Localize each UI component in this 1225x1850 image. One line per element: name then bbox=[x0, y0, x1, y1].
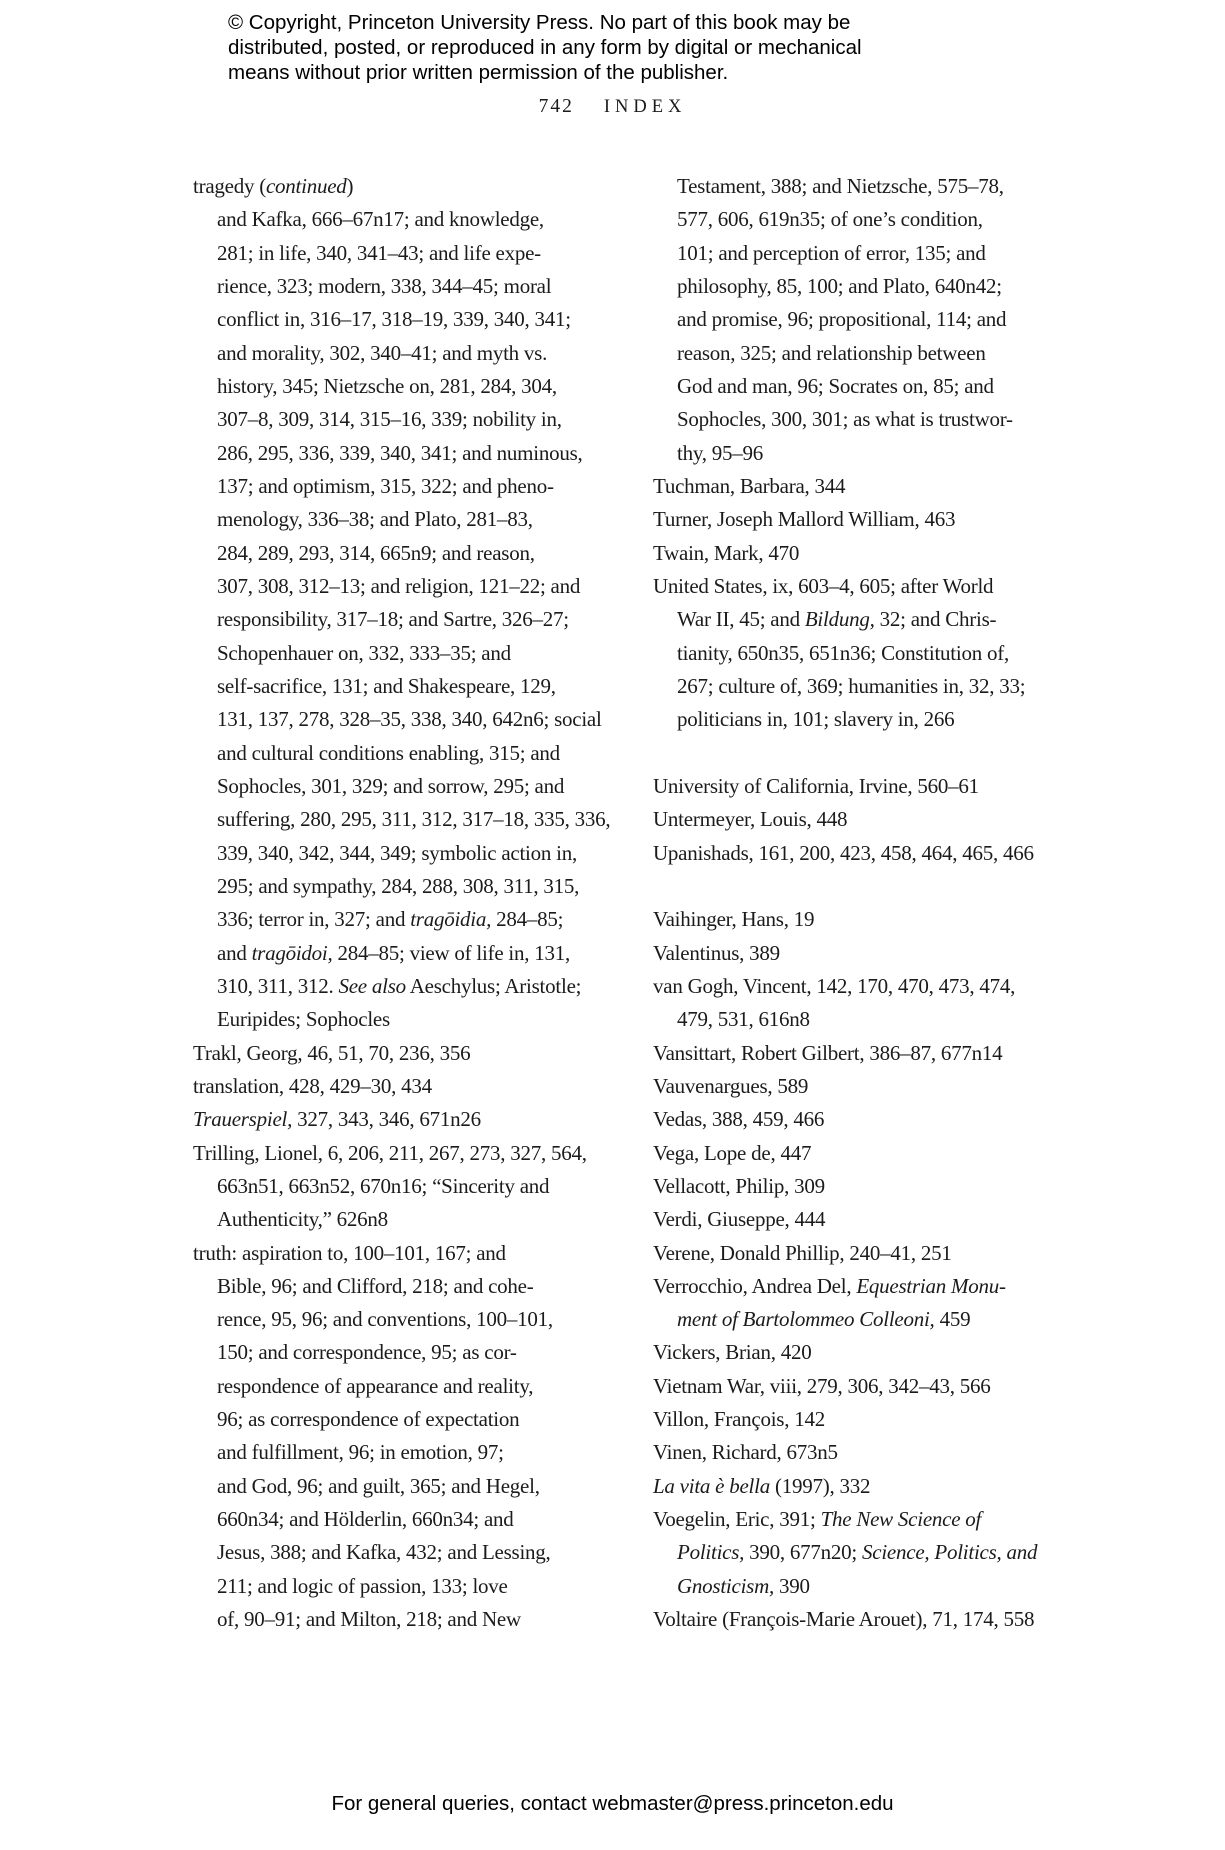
index-line: philosophy, 85, 100; and Plato, 640n42; bbox=[677, 273, 1002, 298]
index-line: 295; and sympathy, 284, 288, 308, 311, 315, bbox=[217, 873, 580, 898]
index-line: La vita è bella (1997), 332 bbox=[653, 1473, 871, 1498]
index-line: rence, 95, 96; and conventions, 100–101, bbox=[217, 1307, 553, 1332]
index-line: Testament, 388; and Nietzsche, 575–78, bbox=[677, 174, 1004, 198]
index-line: and promise, 96; propositional, 114; and bbox=[677, 307, 1007, 332]
index-line: history, 345; Nietzsche on, 281, 284, 304, bbox=[217, 373, 557, 398]
index-line: truth: aspiration to, 100–101, 167; and bbox=[193, 1240, 506, 1265]
index-line: tianity, 650n35, 651n36; Constitution of, bbox=[677, 640, 1009, 665]
index-line: Vaihinger, Hans, 19 bbox=[653, 907, 815, 932]
index-line: 286, 295, 336, 339, 340, 341; and numinous, bbox=[217, 440, 583, 465]
index-line: and morality, 302, 340–41; and myth vs. bbox=[217, 340, 548, 365]
index-line: Schopenhauer on, 332, 333–35; and bbox=[217, 640, 511, 665]
index-line: Verene, Donald Phillip, 240–41, 251 bbox=[653, 1240, 952, 1265]
index-line: Jesus, 388; and Kafka, 432; and Lessing, bbox=[217, 1540, 551, 1565]
index-line: 284, 289, 293, 314, 665n9; and reason, bbox=[217, 540, 535, 565]
index-line: 479, 531, 616n8 bbox=[677, 1007, 810, 1032]
index-line: Bible, 96; and Clifford, 218; and cohe- bbox=[217, 1273, 534, 1298]
index-line: rience, 323; modern, 338, 344–45; moral bbox=[217, 273, 552, 298]
index-line: and Kafka, 666–67n17; and knowledge, bbox=[217, 207, 544, 232]
page-number: 742 bbox=[538, 96, 574, 117]
index-line: Verdi, Giuseppe, 444 bbox=[653, 1207, 826, 1232]
index-line: tragedy (continued) bbox=[193, 174, 354, 198]
index-blank-line bbox=[653, 870, 1133, 903]
index-line: Voegelin, Eric, 391; The New Science of bbox=[653, 1507, 982, 1532]
index-line: responsibility, 317–18; and Sartre, 326–27; bbox=[217, 607, 569, 632]
section-title: INDEX bbox=[603, 97, 687, 117]
index-line: van Gogh, Vincent, 142, 170, 470, 473, 474, bbox=[653, 973, 1016, 998]
index-line: Twain, Mark, 470 bbox=[653, 540, 800, 565]
index-line: 281; in life, 340, 341–43; and life expe- bbox=[217, 240, 541, 265]
index-column-left bbox=[193, 170, 645, 1636]
index-line: Turner, Joseph Mallord William, 463 bbox=[653, 507, 956, 532]
index-line: Valentinus, 389 bbox=[653, 940, 780, 965]
index-line: Vickers, Brian, 420 bbox=[653, 1340, 812, 1365]
index-line: of, 90–91; and Milton, 218; and New bbox=[217, 1607, 521, 1632]
index-line: 131, 137, 278, 328–35, 338, 340, 642n6; social bbox=[217, 707, 602, 732]
index-line: Trilling, Lionel, 6, 206, 211, 267, 273, 327, 564, bbox=[193, 1140, 587, 1165]
index-line: 336; terror in, 327; and tragōidia, 284–85; bbox=[217, 907, 564, 932]
index-line: 211; and logic of passion, 133; love bbox=[217, 1573, 508, 1598]
index-line: Verrocchio, Andrea Del, Equestrian Monu- bbox=[653, 1273, 1006, 1298]
index-line: 663n51, 663n52, 670n16; “Sincerity and bbox=[217, 1173, 550, 1198]
footer-contact: For general queries, contact webmaster@press.princeton.edu bbox=[331, 1792, 894, 1815]
copyright-line: distributed, posted, or reproduced in any form by digital or mechanical bbox=[228, 36, 862, 59]
index-line: University of California, Irvine, 560–61 bbox=[653, 773, 979, 798]
index-line: War II, 45; and Bildung, 32; and Chris- bbox=[677, 607, 997, 632]
index-line: United States, ix, 603–4, 605; after World bbox=[653, 573, 994, 598]
index-line: 660n34; and Hölderlin, 660n34; and bbox=[217, 1507, 514, 1532]
running-head bbox=[0, 96, 1225, 118]
index-line: translation, 428, 429–30, 434 bbox=[193, 1073, 432, 1098]
index-line: and cultural conditions enabling, 315; and bbox=[217, 740, 560, 765]
copyright-notice bbox=[228, 10, 862, 85]
index-line: 307–8, 309, 314, 315–16, 339; nobility in, bbox=[217, 407, 562, 432]
index-line: Vinen, Richard, 673n5 bbox=[653, 1440, 838, 1465]
index-column-right bbox=[653, 170, 1133, 1636]
index-line: Untermeyer, Louis, 448 bbox=[653, 807, 848, 832]
index-line: 577, 606, 619n35; of one’s condition, bbox=[677, 207, 983, 232]
index-line: Vansittart, Robert Gilbert, 386–87, 677n14 bbox=[653, 1040, 1003, 1065]
index-line: Gnosticism, 390 bbox=[677, 1573, 810, 1598]
index-line: Upanishads, 161, 200, 423, 458, 464, 465, 466 bbox=[653, 840, 1034, 865]
index-line: suffering, 280, 295, 311, 312, 317–18, 335, 336, bbox=[217, 807, 611, 832]
index-line: 267; culture of, 369; humanities in, 32, 33; bbox=[677, 673, 1026, 698]
index-line: 339, 340, 342, 344, 349; symbolic action in, bbox=[217, 840, 577, 865]
index-line: God and man, 96; Socrates on, 85; and bbox=[677, 373, 994, 398]
index-line: politicians in, 101; slavery in, 266 bbox=[677, 707, 955, 732]
index-line: Vedas, 388, 459, 466 bbox=[653, 1107, 825, 1132]
index-blank-line bbox=[653, 737, 1133, 770]
index-line: Trakl, Georg, 46, 51, 70, 236, 356 bbox=[193, 1040, 471, 1065]
index-line: 310, 311, 312. See also Aeschylus; Aristotle; bbox=[217, 973, 582, 998]
index-line: self-sacrifice, 131; and Shakespeare, 129, bbox=[217, 673, 556, 698]
index-line: respondence of appearance and reality, bbox=[217, 1373, 534, 1398]
index-line: 137; and optimism, 315, 322; and pheno- bbox=[217, 473, 554, 498]
index-line: Politics, 390, 677n20; Science, Politics, and bbox=[677, 1540, 1038, 1565]
index-line: Euripides; Sophocles bbox=[217, 1007, 390, 1032]
index-line: 150; and correspondence, 95; as cor- bbox=[217, 1340, 517, 1365]
index-line: 101; and perception of error, 135; and bbox=[677, 240, 986, 265]
index-line: Voltaire (François-Marie Arouet), 71, 174, 558 bbox=[653, 1607, 1035, 1632]
index-line: ment of Bartolommeo Colleoni, 459 bbox=[677, 1307, 971, 1332]
index-line: and God, 96; and guilt, 365; and Hegel, bbox=[217, 1473, 540, 1498]
index-line: menology, 336–38; and Plato, 281–83, bbox=[217, 507, 533, 532]
index-line: 307, 308, 312–13; and religion, 121–22; and bbox=[217, 573, 581, 598]
index-line: Villon, François, 142 bbox=[653, 1407, 825, 1432]
index-line: Vietnam War, viii, 279, 306, 342–43, 566 bbox=[653, 1373, 991, 1398]
index-line: Authenticity,” 626n8 bbox=[217, 1207, 388, 1232]
index-line: Sophocles, 300, 301; as what is trustwor- bbox=[677, 407, 1013, 432]
index-line: Trauerspiel, 327, 343, 346, 671n26 bbox=[193, 1107, 481, 1132]
index-line: conflict in, 316–17, 318–19, 339, 340, 341; bbox=[217, 307, 571, 332]
copyright-line: means without prior written permission of the publisher. bbox=[228, 61, 729, 84]
index-line: Vauvenargues, 589 bbox=[653, 1073, 809, 1098]
index-line: and fulfillment, 96; in emotion, 97; bbox=[217, 1440, 504, 1465]
index-line: reason, 325; and relationship between bbox=[677, 340, 986, 365]
index-line: Sophocles, 301, 329; and sorrow, 295; and bbox=[217, 773, 565, 798]
copyright-line: © Copyright, Princeton University Press. No part of this book may be bbox=[228, 11, 851, 34]
index-line: Vellacott, Philip, 309 bbox=[653, 1173, 825, 1198]
index-line: Vega, Lope de, 447 bbox=[653, 1140, 812, 1165]
index-line: 96; as correspondence of expectation bbox=[217, 1407, 520, 1432]
index-line: Tuchman, Barbara, 344 bbox=[653, 473, 846, 498]
index-line: and tragōidoi, 284–85; view of life in, 131, bbox=[217, 940, 570, 965]
index-line: thy, 95–96 bbox=[677, 440, 763, 465]
